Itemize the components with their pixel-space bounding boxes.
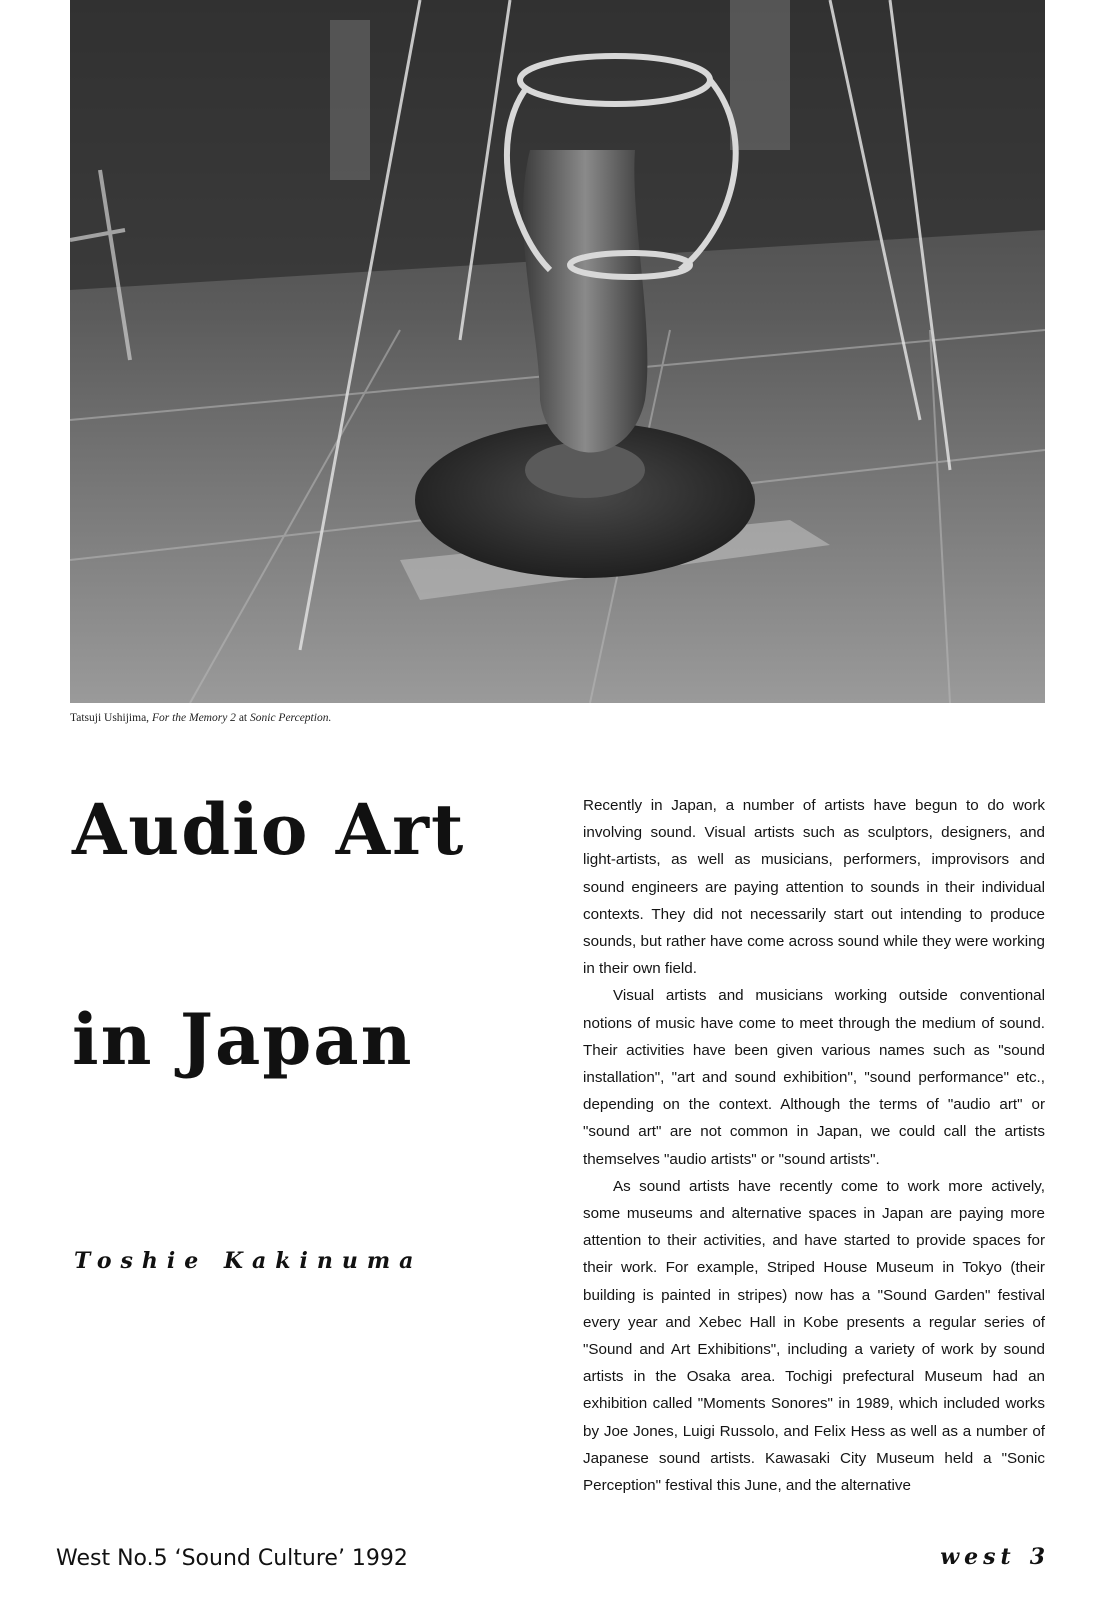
article-body [583, 792, 1045, 1499]
article-paragraph-2: Visual artists and musicians working outside conventional notions of music have come to meet through the medium of sound. Their activities have been given various names such as "sound installation", "art and sound exhibition", "sound performance" etc., depending on the context. Although the terms of "audio art" or "sound art" are not common in Japan, we could call the artists themselves "audio artists" or "sound artists". [583, 987, 1045, 1168]
article-paragraph-3: As sound artists have recently come to work more actively, some museums and alternative spaces in Japan are paying more attention to their activities, and have started to provide spaces for their work. For example, Striped House Museum in Tokyo (their building is painted in stripes) now has a "Sound Garden" festival every year and Xebec Hall in Kobe presents a regular series of "Sound and Art Exhibitions", including a variety of work by sound artists in the Osaka area. Tochigi prefectural Museum had an exhibition called "Moments Sonores" in 1989, which included works by Joe Jones, Luigi Russolo, and Felix Hess as well as a number of Japanese sound artists. Kawasaki City Museum held a "Sonic Perception" festival this June, and the alternative [583, 1177, 1045, 1495]
footer-publication: West No.5 ‘Sound Culture’ 1992 [56, 1546, 408, 1571]
caption-work-title: For the Memory 2 [151, 712, 236, 724]
article-title-line-2: in Japan [72, 998, 414, 1081]
article-title-line-1: Audio Art [72, 788, 466, 871]
caption-artist: Tatsuji Ushijima, [70, 712, 152, 724]
footer-magazine-name: west [940, 1544, 1016, 1570]
footer-folio [940, 1544, 1050, 1570]
author-name: Toshie Kakinuma [74, 1248, 423, 1274]
sculpture-photo-illustration [70, 0, 1045, 703]
caption-at: at [235, 712, 250, 724]
photo-caption [70, 712, 331, 724]
article-paragraph-1: Recently in Japan, a number of artists have begun to do work involving sound. Visual artists such as sculptors, designers, and light-artists, as well as musicians, performers, improvisors and sound engineers are paying attention to sounds in their individual contexts. They did not necessarily start out intending to produce sounds, but rather have come across sound while they were working in their own field. [583, 797, 1045, 978]
article-photo [70, 0, 1045, 703]
caption-event: Sonic Perception. [250, 712, 332, 724]
page-number: 3 [1029, 1544, 1050, 1570]
